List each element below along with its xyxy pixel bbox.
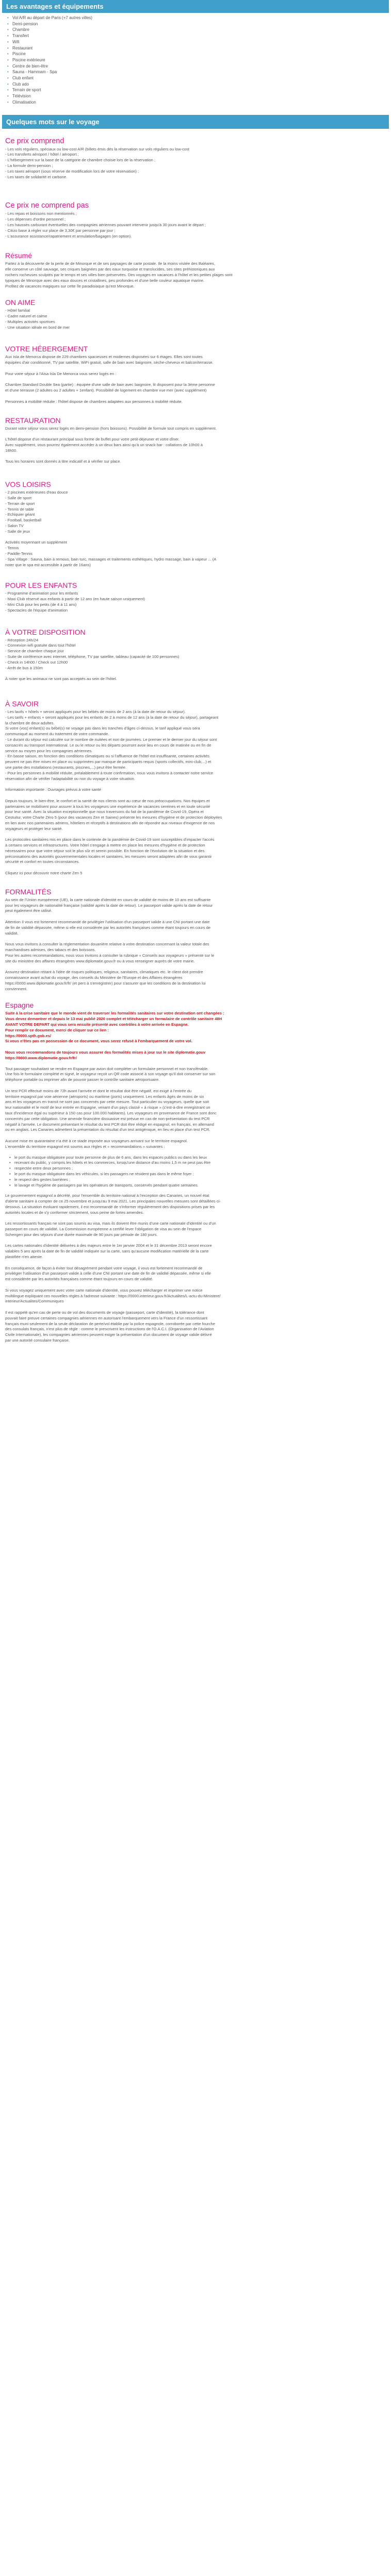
text-line [5, 936, 386, 942]
text-line: Profitez de vacances magiques sur cette île paradisiaque qu'est Minorque. [5, 283, 135, 289]
text-line: ans et les voyageurs en transit ne sont pas concernés par cette mesure. Tout particulier ou voyageurs, quelle que soit [5, 1099, 209, 1105]
text-line [5, 1282, 386, 1288]
text-line: https://0000.www.diplomatie.gouv.fr/fr/ [5, 1055, 77, 1060]
text-line: Si votre (vos) enfant(s) ou bébé(s) ne voyage pas dans les tranches d'âges ci-dessus, le tarif appliqué vous sera [5, 726, 200, 731]
rule-item: • le lavage et l'hygiène de passagers par les opérateurs de transports, conservés pendant quatre semaines. [14, 1183, 386, 1189]
text-line: en lien avec nos partenaires aériens, hôteliers et réceptifs à destinations afin de répondre aux niveaux d'exigence de nos [5, 820, 215, 825]
text-line: - Les taxes aéroport (sous réserve de modification lors de votre réservation) ; [5, 168, 139, 174]
text-line: Aux Isla de Menorca dispose de 229 chambres spacieuses et modernes disposées sur 6 étages. Elles sont toutes [5, 354, 203, 360]
text-line: - Une situation idéale en bord de mer [5, 325, 70, 330]
text-line [5, 782, 386, 787]
text-line: Le gouvernement espagnol a décrété, pour l'ensemble du territoire national à l'exception des Canaries, un nouvel état [5, 1193, 209, 1198]
text-line: - L'hébergement sur la base de la catégorie de chambre choisie lors de la réservation ; [5, 158, 156, 163]
rule-item: • recevant du public, y compris les hôtels et les commerces, lorsqu'une distance d'au moins 1,5 m ne peut pas être [14, 1160, 386, 1166]
text-line: AVANT VOTRE DEPART qui vous sera ensuite présenté avec contrôles à votre arrivée en Espagne. [5, 1022, 189, 1027]
text-line: - L'assurance assistance/rapatriement et annulation/bagages (en option). [5, 233, 132, 239]
text-line: Suite à la crise sanitaire que le monde vient de traverser les formalités sanitaires sur votre destination ont changées : [5, 1011, 224, 1016]
text-line [5, 1044, 386, 1050]
text-line: - Les lavifs + hôtels + seront appliqués pour les bébés de moins de 2 ans (à la date de retour du séjour). [5, 709, 186, 714]
text-line: Information importante : Ouvrages prévus à votre santé [5, 787, 102, 792]
equipment-item: • Terrain de sport [7, 87, 389, 93]
text-line: - Pour les personnes à mobilité réduite, préalablement à toute confirmation, nous vous invitons à contacter notre service [5, 770, 214, 775]
text-line [5, 454, 386, 460]
text-line: est considérée par les autorités françaises comme étant toujours en cours de validité. [5, 1277, 154, 1282]
text-line [5, 431, 386, 437]
text-line: peuvent ne pas être mises en place ou supprimées par manque de participants requis (sports collectifs, mini-club,...) et [5, 759, 211, 765]
text-line: noter que le spa est accessible à partir de 16ans) [5, 562, 91, 567]
text-line: service au moyen pour les compagnies aériennes. [5, 748, 93, 753]
text-line: dessous. La situation évoluant rapidement, il est recommandé de s'informer régulièrement des dispositions prises par les [5, 1204, 215, 1209]
text-line: ou en anglais. Les Canaries admettent la présentation du résultat d'un test antigénique, en lieu et place d'un test PCR. [5, 1127, 210, 1132]
text-line: une partie des installations (restaurants, piscines,...) peut être fermée. [5, 765, 127, 770]
text-line [5, 377, 386, 383]
text-line: multilingue expliquant ces nouvelles règles à l'adresse suivante : https://0000.interieur.gouv.fr/Actualites/L-actu-du-Ministere/ [5, 1293, 221, 1298]
text-line [5, 1260, 386, 1266]
text-line: - Les transferts aéroport / hôtel / aéroport ; [5, 152, 79, 157]
equipment-item: • Piscine extérieure [7, 57, 389, 63]
text-line: Nous vous recommandons de toujours vous assurer des formalités mises à jour sur le site diplomatie.gouv [5, 1049, 206, 1055]
advantages-banner: Les avantages et équipements [2, 0, 389, 13]
text-line: - Multiples activités sportives [5, 319, 55, 324]
equipment-item: • Club ado [7, 81, 389, 88]
text-line: - Les tarifs + enfants + seront appliqués pour les enfants de 2 à moins de 12 ans (à la date de retour du séjour), partageant [5, 715, 219, 720]
price-includes-title: Ce prix comprend [5, 137, 64, 145]
facilities-text [2, 638, 389, 682]
text-line: français muni seulement de la seule déclaration de perte/vol établie par la police espagnole, corroborée par cette fourche [5, 1321, 215, 1326]
text-line: Les ressortissants français ne sont pas soumis au visa, mais ils doivent être munis d'une carte nationale d'identité ou d'un [5, 1221, 216, 1226]
text-line: concernés par cette obligation. Une amende financière dissuasive est prévue en cas de non-présentation du test PCR [5, 1116, 210, 1121]
text-line: d'alerte sanitaire à compter de ce 25 novembre et jusqu'au 9 mai 2021. Les principales nouvelles mesures sont détaillées ci- [5, 1199, 221, 1204]
text-line: - Football, basketball [5, 518, 42, 523]
text-line [5, 914, 386, 920]
text-line: la chambre de deux adultes. [5, 720, 55, 725]
text-line: - Mini Club pour les petits (de 4 à 11 ans) [5, 602, 77, 607]
text-line: Un test PCR effectué moins de 72h avant l'arrivée et dont le résultat doit être négatif, est exigé à l'entrée du [5, 1088, 192, 1093]
equipment-item: • Piscine [7, 51, 389, 57]
trip-description-banner: Quelques mots sur le voyage [2, 115, 389, 129]
text-line: Durant votre séjour vous serez logés en demi-pension (hors boissons). Possibilité de formule tout compris en supplément. [5, 426, 217, 431]
text-line: Nous vous invitons à consulter la réglementation douanière relative à votre destination concernant la valeur totale des [5, 942, 209, 947]
text-line: leur nationalité et le motif de leur entrée en Espagne, venant d'un pays classé « à risque » (c'est-à-dire enregistrant un [5, 1105, 210, 1110]
text-line [5, 671, 386, 676]
text-line: connaissance avant achat du voyage, des conseils du Ministère de l'Europe et des Affaires étrangères [5, 975, 183, 980]
text-line: réservation afin de vérifier l'adaptabilité ou non du voyage à votre situation. [5, 776, 135, 781]
text-line: Pour remplir ce document, merci de cliquer sur ce lien : [5, 1027, 109, 1032]
summary-title: Résumé [5, 251, 32, 260]
text-line: Pour les autres recommandations, nous vous invitons à consulter la rubrique « Conseils aux voyageurs » présente sur le [5, 953, 215, 958]
text-line: Les cartes nationales d'identité délivrées à des majeurs entre le 1er janvier 2004 et le 31 décembre 2013 seront encore [5, 1243, 212, 1248]
equipment-item: • Vol A/R au départ de Paris (+7 autres villes) [7, 15, 389, 21]
text-line: peut également être utilisé. [5, 908, 53, 913]
spain-text-2 [2, 1193, 389, 1344]
text-line: - Maxi Club réservé aux enfants à partir de 12 ans (en haute saison uniquement) [5, 597, 145, 602]
price-excludes-text [2, 211, 389, 239]
equipment-item: • Centre de bien-être [7, 63, 389, 70]
text-line [5, 865, 386, 871]
text-line: Si vous voyagez uniquement avec votre carte nationale d'identité, vous pouvez télécharger et imprimer une notice [5, 1287, 203, 1293]
text-line: Chambre Standard Double Sea (partie) : équipée d'une salle de bain avec baignoire, lit disposent pour la 3ème personne [5, 382, 215, 387]
text-line [5, 964, 386, 970]
kids-text [2, 591, 389, 613]
formalities-text [2, 897, 389, 992]
spain-title: Espagne [5, 1001, 34, 1010]
text-line: - Citizo base à régler sur place de 3,30€ par personne par jour ; [5, 228, 116, 233]
good-to-know-title: À SAVOIR [5, 699, 39, 708]
text-line: négatif à l'arrivée. Le document présentant le résultat du test PCR doit être rédigé en espagnol, en français, en allemand [5, 1122, 215, 1127]
text-line: de fin de validité dépassée, même si elle est considérée par les autorités françaises comme étant toujours en cours de [5, 925, 211, 930]
text-line: Attention Il vous est fortement recommandé de privilégier l'utilisation d'un passeport valide à une CNI portant une date [5, 920, 210, 925]
text-line: plastifiée n'en atteste. [5, 1255, 43, 1260]
text-line: - Paddle-Tennis [5, 551, 32, 556]
text-line: - Check in 14h00 / Check out 12h00 [5, 659, 68, 665]
text-line: Il est rappelé qu'en cas de perte ou de vol des documents de voyage (passeport, carte d'identité), la tolérance dont [5, 1310, 204, 1315]
price-includes-text [2, 147, 389, 180]
text-line: - Connexion wifi gratuite dans tout l'hôtel [5, 643, 76, 648]
text-line: privilégier l'utilisation d'un passeport valide à celle d'une CNI portant une date de fin de validité dépassée, même si elle [5, 1271, 211, 1276]
text-line [5, 793, 386, 799]
text-line: typiques de Minorque avec des eaux douces et cristallines, peu profondes et d'une belle couleur aquatique marine. [5, 278, 205, 283]
leisure-title: VOS LOISIRS [5, 480, 51, 489]
equipment-item: • Club enfant [7, 75, 389, 81]
text-line: - Terrain de sport [5, 501, 35, 506]
text-line: taux d'incidence égal ou supérieur à 150 cas pour 100.000 habitants). Les voyageurs en provenance de France sont donc [5, 1110, 217, 1115]
text-line: rochers rocheuses sculptés par le temps et ses villes bien préservées. Des voyages en vacances à l'hôtel et les petites plages sont [5, 272, 233, 277]
equipment-item: • Wifi [7, 39, 389, 45]
good-to-know-text [2, 709, 389, 876]
text-line: préconisations des autorités gouvernementales locales et sanitaires, les mesures seront adaptées afin de vous garantir [5, 854, 212, 859]
accommodation-title: VOTRE HÉBERGEMENT [5, 345, 88, 353]
text-line: - Programme d'animation pour les enfants [5, 591, 78, 596]
equipment-item: • Télévision [7, 93, 389, 99]
text-line: nécessaires pour que votre séjour soit le plus sûr et serein possible. En fonction de l'évolution de la situation et des [5, 848, 205, 853]
text-line: En conséquence, de façon à éviter tout désagrément pendant votre voyage, il vous est fortement recommandé de [5, 1265, 203, 1270]
spain-alert-text [2, 1011, 389, 1061]
text-line: - Les hausses carburant éventuelles des compagnies aériennes pouvant intervenir jusqu'à 30 jours avant le départ ; [5, 222, 206, 227]
text-line: - Tennis de table [5, 506, 34, 512]
rule-item: • le respect des gestes barrières ; [14, 1177, 386, 1183]
text-line: - Tennis [5, 546, 19, 551]
text-line: - Les dépenses d'ordre personnel ; [5, 217, 66, 222]
equipment-item: • Climatisation [7, 99, 389, 106]
equipment-item: • Sauna - Hammam - Spa [7, 69, 389, 75]
text-line: - Cadre naturel et calme [5, 314, 47, 319]
text-line: - Hôtel familial [5, 308, 30, 313]
rule-item: • le port du masque obligatoire dans les véhicules, si les passagers ne résident pas dans le même foyer ; [14, 1172, 386, 1177]
text-line [5, 832, 386, 837]
text-line: - Les vols réguliers, spéciaux ou low-cost A/R (billets émis dès la réservation sur vols réguliers ou low-cost [5, 146, 190, 151]
text-line: Activités moyennant un supplément [5, 540, 67, 545]
text-line: et d'une terrasse (2 adultes ou 2 adultes + 1enfant). Possibilité de logement en chambre vue mer (avec supplément) [5, 388, 207, 393]
text-line: Avec supplément, vous pourrez également accéder à un deux bars ainsi qu'à un snack bar : collations de 10h00 à [5, 443, 203, 448]
spain-text [2, 1066, 389, 1150]
text-line: 18h00. [5, 448, 18, 453]
rule-item: • respectée entre deux personnes ; [14, 1166, 386, 1172]
text-line: - Salle de jeux [5, 529, 30, 534]
text-line [5, 1238, 386, 1244]
restaurant-title: RESTAURATION [5, 416, 61, 425]
text-line [5, 535, 386, 540]
text-line: - Salle de sport [5, 496, 32, 501]
equipment-item: • Transfert [7, 33, 389, 39]
text-line [5, 1083, 386, 1089]
accommodation-text [2, 354, 389, 404]
text-line: Personnes à mobilité réduite : l'hôtel dispose de chambres adaptées aux personnes à mobilité réduite. [5, 399, 183, 404]
text-line: Les protocoles sanitaires mis en place dans le contexte de la pandémie de Covid-19 sont susceptibles d'impacter l'accès [5, 837, 215, 842]
summary-text [2, 261, 389, 289]
text-line: Cliquez ici pour découvrir notre charte Zen 5 [5, 871, 83, 876]
text-line: pour leur santé. Avec la situation exceptionnelle que nous traversons du fait de la pandémie de Covid-19, Opéra et [5, 809, 204, 815]
text-line: Depuis toujours, le bien-être, le confort et la santé de nos clients sont au cœur de nos préoccupations. Nos équipes et [5, 798, 210, 803]
text-line: par une autorité consulaire française. [5, 1338, 70, 1343]
equipment-item: • Chambre [7, 27, 389, 33]
text-line: communiqué au moment du traitement de votre commande. [5, 732, 109, 737]
text-line: - Salon TV [5, 523, 24, 529]
text-line: consacrés au transport international. Le ou le retour ou les départs pourront avoir lieu en cours de matinée ou en fin de [5, 742, 211, 748]
text-line: pour les voyageurs de nationalité française (validité après la date de retour). Le passeport valide après la date de retour [5, 903, 213, 908]
text-line: Pour votre séjour à l'Aisa Isla De Menorca vous serez logés en : [5, 371, 117, 376]
text-line: pouvait faire preuve certaines compagnies aériennes en autorisant l'embarquement vers la France d'un ressortissant [5, 1315, 208, 1320]
formalities-title: FORMALITÉS [5, 887, 52, 896]
text-line: conviennent. [5, 986, 28, 991]
text-line: autorités locales et de s'y conformer strictement, sous peine de fortes amendes. [5, 1210, 144, 1215]
text-line: Si vous n'êtes pas en possession de ce document, vous serez refusé à l'embarquement de votre vol. [5, 1039, 192, 1044]
text-line: à certains services et infrastructures. Votre hôtel s'engage à mettre en place les mesures d'hygiène et de protection [5, 843, 205, 848]
text-line: interieur/Actualites/Communiques [5, 1299, 64, 1304]
text-line: - 2 piscines extérieures d'eau douce [5, 490, 68, 495]
text-line: - Suite de conférence avec internet, téléphone, TV par satellite, tableau (capacité de 100 personnes) [5, 654, 180, 659]
text-line: - Echiquier géant [5, 512, 35, 517]
text-line: - Arrêt de bus à 150m [5, 665, 43, 670]
restaurant-text [2, 426, 389, 465]
text-line: passeport en cours de validité. La Commission européenne a certifié lever l'obligation de visa au sein de l'espace [5, 1227, 202, 1232]
text-line: Civile Internationale), les compagnies aériennes peuvent exiger la présentation d'un document de voyage valide délivré [5, 1332, 212, 1337]
equipment-item: • Restaurant [7, 45, 389, 52]
rule-item: • le port du masque obligatoire pour toute personne de plus de 6 ans, dans les espaces publics ou dans les lieux [14, 1155, 386, 1161]
on-aime-title: ON AIME [5, 298, 36, 307]
text-line: téléphone portable ou imprimer afin de pouvoir passer le contrôle sanitaire aéroportuaire. [5, 1077, 160, 1082]
text-line: des consulats français, n'est plus de règle : comme le prescrivent les instructions de l'O.A.C.I. (Organisation de l'Aviation [5, 1327, 214, 1332]
text-line: - Spectacles de l'équipe d'animation [5, 607, 68, 613]
text-line: valables 5 ans après la date de fin de validité indiquée sur la carte, sans qu'aucune modification matérielle de la carte [5, 1249, 209, 1254]
text-line [5, 1133, 386, 1139]
text-line [5, 394, 386, 399]
text-line: Tous les horaires sont donnés à titre indicatif et à vérifier sur place. [5, 459, 121, 464]
text-line: À noter que les animaux ne sont pas acceptés au sein de l'hôtel. [5, 676, 117, 682]
text-line: - Service de chambre chaque jour [5, 649, 64, 654]
price-excludes-title: Ce prix ne comprend pas [5, 201, 89, 210]
text-line: site du ministère des affaires étrangères www.diplomatie.gouv.fr ou à vous renseigner auprès de votre mairie. [5, 958, 195, 963]
text-line: Schengen pour des séjours d'une durée maximale de 90 jours par période de 180 jours. [5, 1232, 158, 1237]
text-line: - La formule demi-pension ; [5, 163, 53, 168]
text-line [5, 366, 386, 371]
kids-title: POUR LES ENFANTS [5, 581, 77, 590]
text-line: marchandises admises, des tabacs et des boissons. [5, 947, 96, 953]
text-line: Au sein de l'Union européenne (UE), la carte nationale d'identité en cours de validité de moins de 10 ans est suffisante [5, 897, 211, 902]
text-line: - Spa Village : Sauna, bain à remous, bain turc, massages et traitements esthétiques, hydro massage, bain à vapeur ... (A [5, 556, 217, 562]
text-line: Cestuitur, votre Charte Zéro 5 (pour des vacances Zen et Saines) présente les mesures d'hygiène et de protection déployées [5, 815, 222, 820]
text-line: Vous devez demontrer et depuis le 13 mai publié 2020 complet et télécharger un formulaire de contrôle sanitaire 48H [5, 1016, 222, 1022]
text-line: https://0000.spth.gob.es/ [5, 1033, 52, 1038]
text-line: voyageurs et protéger leur santé. [5, 826, 63, 831]
text-line: https://0000.www.diplomatie.gouv.fr/fr/ (et pers à s'enregistrer) pour s'assurer que les conditions de la destination lui [5, 980, 206, 986]
text-line: Aucune mise en quarantaine n'a été à ce stade imposée aux voyageurs arrivant sur le territoire espagnol. [5, 1138, 188, 1143]
text-line: Assurez-destination réitant à l'idée de risques politiques, religieux, sanitaires, climatiques etc. le client doit prendre [5, 970, 203, 975]
leisure-text [2, 490, 389, 568]
text-line: équipées d'air conditionné, TV par satellite, WiFi gratuit, salle de bain avec baignoire, sèche-cheveux et balcon/terrasse. [5, 360, 214, 365]
text-line: sécurité et confort en toutes circonstances. [5, 859, 80, 865]
text-line: - Les repas et boissons non mentionnés ; [5, 211, 77, 216]
text-line: - Le durant du séjour est calculée sur le nombre de nuitées et non de journées. Le premier et le dernier jour du séjour sont [5, 737, 217, 742]
text-line: - En basse saison, en fonction des conditions climatiques ou si l'affluence de l'hôtel est insuffisante, certaines activités [5, 754, 210, 759]
equipment-item: • Demi-pension [7, 21, 389, 27]
text-line: elle conserve un côté sauvage, ses criques baignées par des eaux turquoise et translucides, ses sites préhistoriques aux [5, 267, 215, 272]
facilities-title: À VOTRE DISPOSITION [5, 628, 86, 636]
spain-rules-list [2, 1155, 389, 1189]
text-line [5, 1304, 386, 1310]
text-line: Une fois le formulaire complété et signé, le voyageur reçoit un QR code associé à son voyage qu'il doit conserver sur son [5, 1072, 216, 1077]
text-line: partenaires se mobilisent pour assurer à tous les voyageurs une expérience de vacances sereines et en toute sécurité [5, 804, 210, 809]
text-line [5, 1216, 386, 1222]
on-aime-text [2, 308, 389, 330]
text-line: - Réception 24h/24 [5, 637, 39, 642]
text-line: Partez à la découverte de la perle de de Minorque et de ses paysages de carte postale. Ile la moins visitée des Baléares, [5, 261, 215, 266]
equipment-list [7, 15, 389, 106]
text-line: L'hôtel dispose d'un restaurant principal sous forme de buffet pour votre petit-déjeuner et votre dîner. [5, 437, 180, 442]
text-line: - Les taxes de solidarité et carbone. [5, 174, 68, 179]
text-line: L'ensemble du territoire espagnol est soumis aux règles et « recommandations » suivantes : [5, 1144, 165, 1149]
text-line: validité. [5, 930, 19, 936]
text-line: territoire espagnol par voie aérienne (aéroports) ou maritime (ports) uniquement. Les enfants âgés de moins de six [5, 1094, 204, 1099]
text-line: Tout passager souhaitant se rendre en Espagne par avion doit compléter un formulaire personnel et non transférable. [5, 1066, 209, 1071]
